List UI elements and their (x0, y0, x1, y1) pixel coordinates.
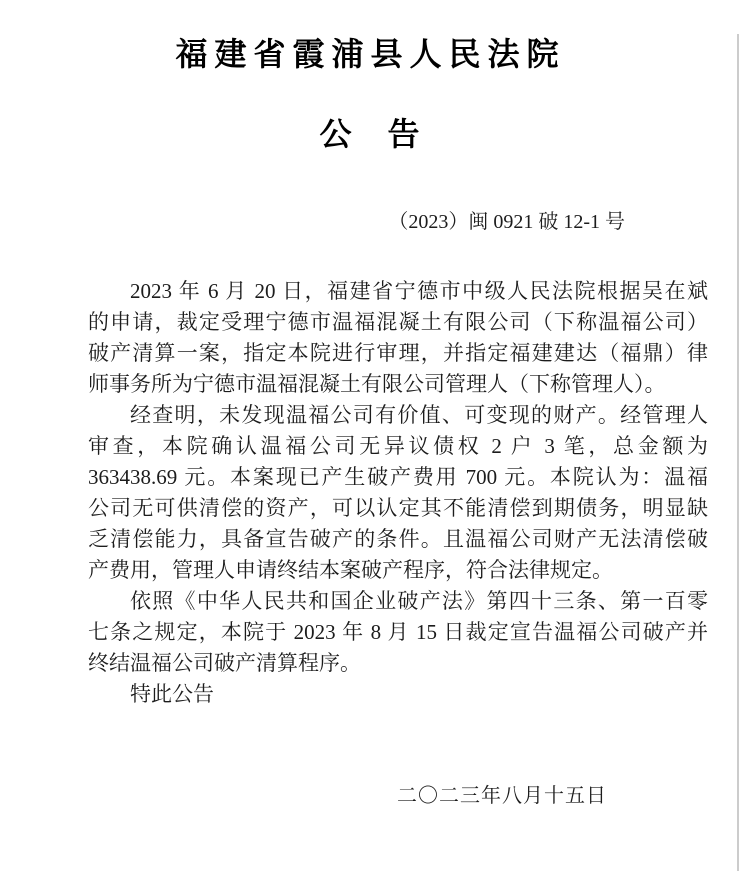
body-line: 七条之规定，本院于 2023 年 8 月 15 日裁定宣告温福公司破产并 (88, 620, 708, 644)
body-line: 特此公告 (130, 682, 214, 706)
body-line: 依照《中华人民共和国企业破产法》第四十三条、第一百零 (130, 589, 708, 613)
body-line: 363438.69 元。本案现已产生破产费用 700 元。本院认为：温福 (88, 465, 708, 489)
court-name-heading: 福建省霞浦县人民法院 (175, 36, 566, 72)
body-line: 破产清算一案，指定本院进行审理，并指定福建建达（福鼎）律 (88, 341, 708, 365)
body-paragraph (88, 586, 708, 679)
body-paragraph (88, 276, 708, 400)
document-page (0, 34, 741, 871)
body-line: 产费用，管理人申请终结本案破产程序，符合法律规定。 (88, 558, 613, 582)
document-body (88, 276, 708, 710)
case-number: （2023）闽 0921 破 12-1 号 (388, 211, 625, 233)
announcement-title: 公 告 (319, 116, 422, 152)
body-paragraph (88, 400, 708, 586)
body-line: 终结温福公司破产清算程序。 (88, 651, 361, 675)
body-paragraph (88, 679, 708, 710)
page-edge-divider (737, 34, 739, 871)
body-line: 公司无可供清偿的资产，可以认定其不能清偿到期债务，明显缺 (88, 496, 708, 520)
body-line: 经查明，未发现温福公司有价值、可变现的财产。经管理人 (130, 403, 708, 427)
body-line: 乏清偿能力，具备宣告破产的条件。且温福公司财产无法清偿破 (88, 527, 708, 551)
body-line: 的申请，裁定受理宁德市温福混凝土有限公司（下称温福公司） (88, 310, 708, 334)
body-line: 审查，本院确认温福公司无异议债权 2 户 3 笔，总金额为 (88, 434, 708, 458)
body-line: 师事务所为宁德市温福混凝土有限公司管理人（下称管理人）。 (88, 372, 666, 396)
body-line: 2023 年 6 月 20 日，福建省宁德市中级人民法院根据吴在斌 (130, 279, 708, 303)
document-date: 二〇二三年八月十五日 (397, 785, 607, 807)
